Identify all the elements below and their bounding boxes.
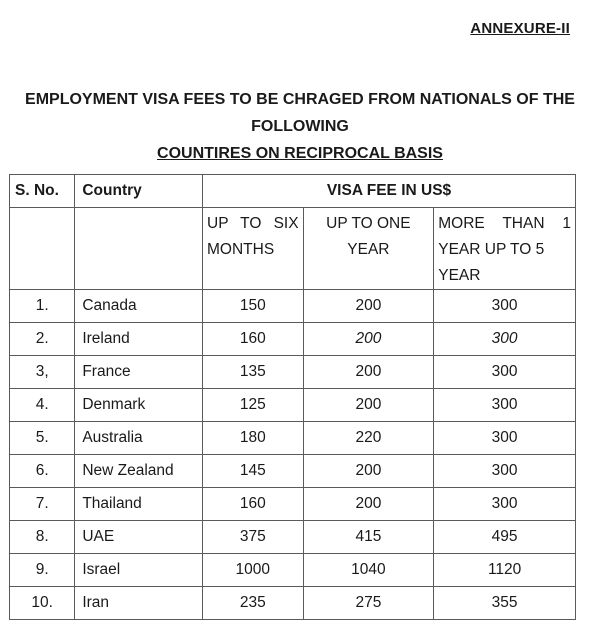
cell-six-months: 145 <box>203 455 304 488</box>
cell-five-year: 300 <box>434 488 576 521</box>
table-row <box>10 554 576 587</box>
cell-one-year: 1040 <box>303 554 434 587</box>
cell-sno: 4. <box>10 389 75 422</box>
subheader-five-year <box>434 208 576 290</box>
cell-one-year: 200 <box>303 290 434 323</box>
header-sno: S. No. <box>10 175 75 208</box>
cell-six-months: 160 <box>203 323 304 356</box>
cell-six-months: 135 <box>203 356 304 389</box>
cell-country: Israel <box>75 554 203 587</box>
subheader-five-year-line2: YEAR UP TO 5 YEAR <box>438 241 545 284</box>
cell-sno: 5. <box>10 422 75 455</box>
table-row <box>10 290 576 323</box>
cell-one-year: 200 <box>303 356 434 389</box>
cell-sno: 10. <box>10 587 75 620</box>
cell-six-months: 375 <box>203 521 304 554</box>
subheader-empty-sno <box>10 208 75 290</box>
cell-country: France <box>75 356 203 389</box>
cell-country: Thailand <box>75 488 203 521</box>
subheader-six-months <box>203 208 304 290</box>
cell-one-year: 200 <box>303 389 434 422</box>
table-row <box>10 389 576 422</box>
subheader-five-year-line1: MORE THAN 1 <box>438 215 571 232</box>
cell-five-year: 1120 <box>434 554 576 587</box>
table-row <box>10 323 576 356</box>
cell-sno: 8. <box>10 521 75 554</box>
cell-five-year: 300 <box>434 290 576 323</box>
cell-one-year: 415 <box>303 521 434 554</box>
cell-five-year: 300 <box>434 422 576 455</box>
cell-five-year: 495 <box>434 521 576 554</box>
subheader-six-months-line2: MONTHS <box>207 241 275 258</box>
cell-one-year: 200 <box>303 488 434 521</box>
cell-country: New Zealand <box>75 455 203 488</box>
cell-five-year: 300 <box>434 323 576 356</box>
cell-sno: 3, <box>10 356 75 389</box>
header-row <box>10 175 576 208</box>
cell-sno: 6. <box>10 455 75 488</box>
cell-country: Ireland <box>75 323 203 356</box>
subheader-empty-country <box>75 208 203 290</box>
header-visa-fee: VISA FEE IN US$ <box>203 175 576 208</box>
subheader-one-year: UP TO ONE YEAR <box>303 208 434 290</box>
table-row <box>10 455 576 488</box>
cell-five-year: 300 <box>434 455 576 488</box>
document-title <box>0 86 600 167</box>
cell-sno: 1. <box>10 290 75 323</box>
cell-six-months: 180 <box>203 422 304 455</box>
cell-one-year: 275 <box>303 587 434 620</box>
cell-sno: 2. <box>10 323 75 356</box>
cell-one-year: 200 <box>303 323 434 356</box>
cell-one-year: 200 <box>303 455 434 488</box>
table-row <box>10 587 576 620</box>
cell-five-year: 355 <box>434 587 576 620</box>
annexure-label: ANNEXURE-II <box>470 20 570 37</box>
table-row <box>10 356 576 389</box>
title-line-1: EMPLOYMENT VISA FEES TO BE CHRAGED FROM NATIONALS OF THE FOLLOWING <box>25 91 575 135</box>
cell-six-months: 1000 <box>203 554 304 587</box>
header-country: Country <box>75 175 203 208</box>
title-line-2: COUNTIRES ON RECIPROCAL BASIS <box>157 145 443 162</box>
table-row <box>10 521 576 554</box>
cell-country: Iran <box>75 587 203 620</box>
cell-five-year: 300 <box>434 356 576 389</box>
cell-sno: 9. <box>10 554 75 587</box>
cell-six-months: 150 <box>203 290 304 323</box>
cell-one-year: 220 <box>303 422 434 455</box>
cell-country: UAE <box>75 521 203 554</box>
table-row <box>10 488 576 521</box>
table-row <box>10 422 576 455</box>
visa-fee-table <box>9 174 576 620</box>
cell-six-months: 125 <box>203 389 304 422</box>
subheader-six-months-line1: UP TO SIX <box>207 215 299 232</box>
cell-six-months: 160 <box>203 488 304 521</box>
cell-six-months: 235 <box>203 587 304 620</box>
cell-five-year: 300 <box>434 389 576 422</box>
cell-country: Canada <box>75 290 203 323</box>
cell-country: Denmark <box>75 389 203 422</box>
cell-country: Australia <box>75 422 203 455</box>
cell-sno: 7. <box>10 488 75 521</box>
subheader-row <box>10 208 576 290</box>
